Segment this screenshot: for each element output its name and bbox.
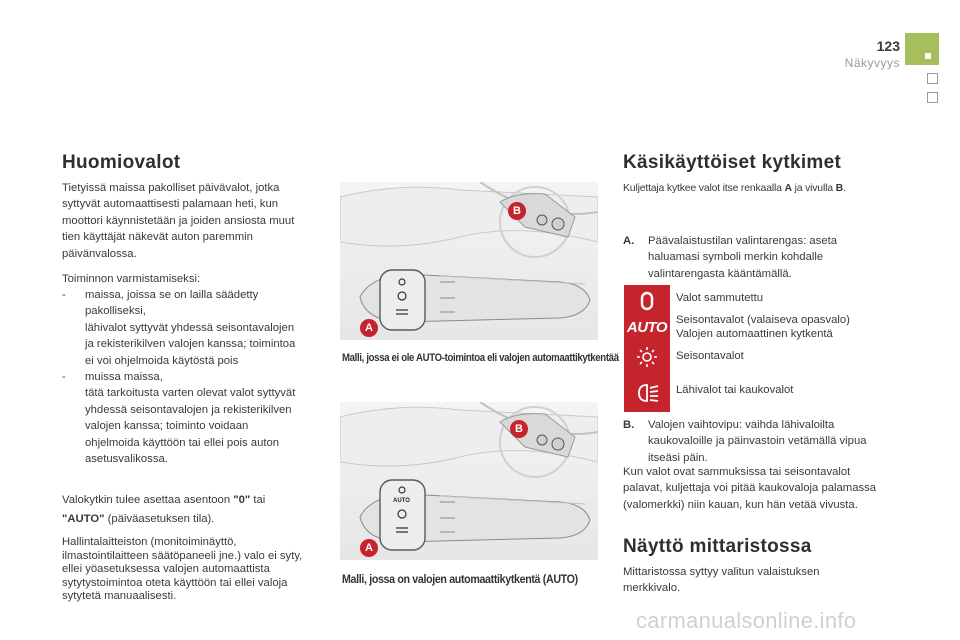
illustration-stalk-no-auto: [340, 182, 598, 340]
state-lights-off: Valot sammutettu: [676, 292, 764, 304]
state-auto: Seisontavalot (valaiseva opasvalo) Valojen automaattinen kytkentä: [676, 314, 850, 340]
list-line: valojen kanssa; toiminto voidaan: [85, 420, 249, 433]
switch-text: (päiväasetuksen tila).: [104, 513, 215, 525]
headlights-icon: [624, 377, 670, 408]
list-line: asetusvalikossa.: [85, 453, 168, 466]
item-a-line: Päävalaistustilan valintarengas: aseta: [648, 235, 838, 247]
callout-b-top: B: [508, 202, 526, 220]
section-title: Näkyvyys: [844, 56, 900, 70]
watermark: carmanualsonline.info: [636, 608, 857, 633]
list-line: muissa maissa,: [85, 371, 163, 384]
item-a: [623, 233, 893, 282]
ref-a: A: [784, 182, 792, 194]
switch-text: tai: [250, 494, 266, 506]
item-b: [623, 417, 893, 466]
nav-square: [927, 92, 938, 103]
sidelights-icon: [624, 341, 670, 372]
auto-badge: AUTO: [626, 319, 668, 336]
list-line: yhdessä seisontavalojen ja rekisterikilven: [85, 403, 292, 416]
list-item: [62, 287, 324, 369]
list-line: ei voi ohjelmoida käytöstä pois: [85, 354, 239, 367]
stalk-drawing-no-auto: [340, 182, 598, 340]
auto-mark-on-dial: AUTO: [393, 498, 410, 504]
callout-b-bottom: B: [510, 420, 528, 438]
intro-paragraph: Tietyissä maissa pakolliset päivävalot, jotka syttyvät automaattisesti palamaan heti, kun moottori käynnistetään ja joiden ansiosta muut tien käyttäjät näkevät auton paremmin päivänvalossa.: [62, 182, 295, 260]
caption-auto: Malli, jossa on valojen automaattikytkentä (AUTO): [342, 572, 578, 586]
display-paragraph: Mittaristossa syttyy valitun valaistuksen merkkivalo.: [623, 566, 820, 595]
list-dash: -: [62, 289, 66, 301]
nav-square: [927, 73, 938, 84]
list-item: [62, 369, 324, 467]
switch-value-zero: "0": [233, 494, 251, 506]
flash-note: Kun valot ovat sammuksissa tai seisontavalot palavat, kuljettaja voi pitää kaukovaloja palamassa (valomerkki) niin kauan, kun hän vetää vivusta.: [623, 466, 877, 511]
title-manual-switches: Käsikäyttöiset kytkimet: [623, 152, 842, 173]
item-b-line: itseäsi päin.: [648, 451, 708, 464]
section-tab-marker: [905, 33, 939, 65]
list-line: tätä tarkoitusta varten olevat valot syttyvät: [85, 387, 296, 400]
item-a-line: valintarengasta kääntämällä.: [648, 267, 792, 280]
auto-icon: [624, 312, 670, 343]
state-headlights: Lähivalot tai kaukovalot: [676, 384, 794, 396]
switch-setting-paragraph: [62, 491, 324, 529]
title-daytime-lights: Huomiovalot: [62, 152, 181, 173]
list-line: maissa, joissa se on lailla säädetty: [85, 289, 259, 301]
page-number: 123: [876, 38, 900, 54]
manual-intro-text: .: [842, 182, 846, 194]
condition-list: [62, 287, 324, 467]
item-b-line: Valojen vaihtovipu: vaihda lähivaloilta: [648, 419, 835, 431]
list-dash: -: [62, 371, 66, 384]
stalk-drawing-auto: [340, 402, 598, 560]
list-line: lähivalot syttyvät yhdessä seisontavalojen: [85, 321, 295, 334]
list-line: ja rekisterikilven valojen kanssa; toimintoa: [85, 338, 296, 351]
ref-b: B: [835, 182, 843, 194]
list-line: ohjelmoida käyttöön tai ellei pois auton: [85, 436, 280, 449]
switch-value-auto: "AUTO": [62, 513, 105, 525]
item-a-line: haluamasi symboli merkin kohdalle: [648, 251, 824, 264]
list-line: pakolliseksi,: [85, 305, 146, 318]
manual-intro-text: Kuljettaja kytkee valot itse renkaalla: [623, 182, 785, 194]
item-a-label: A.: [623, 235, 635, 247]
light-mode-icon-strip: [624, 285, 670, 412]
callout-a-top: A: [360, 319, 378, 337]
item-b-label: B.: [623, 419, 635, 431]
callout-a-bottom: A: [360, 539, 378, 557]
switch-text: Valokytkin tulee asettaa asentoon: [62, 494, 234, 506]
title-instrument-display: Näyttö mittaristossa: [623, 536, 812, 557]
state-sidelights: Seisontavalot: [676, 350, 744, 362]
item-b-line: kaukovaloille ja päinvastoin vetämällä vipua: [648, 435, 867, 448]
closing-paragraph: Hallintalaitteiston (monitoiminäyttö, ilmastointilaitteen säätöpaneeli jne.) valo ei syty, ellei yöasetuksessa valojen automaattista sytytystoimintoa oteta käyttöön tai ellei valoja sytytetä manuaalisesti.: [62, 536, 303, 603]
illustration-stalk-auto: [340, 402, 598, 560]
manual-intro: [623, 180, 891, 196]
manual-intro-text: ja vivulla: [791, 182, 836, 194]
caption-no-auto: Malli, jossa ei ole AUTO-toimintoa eli valojen automaattikytkentää: [342, 352, 619, 364]
check-heading: Toiminnon varmistamiseksi:: [62, 273, 201, 285]
